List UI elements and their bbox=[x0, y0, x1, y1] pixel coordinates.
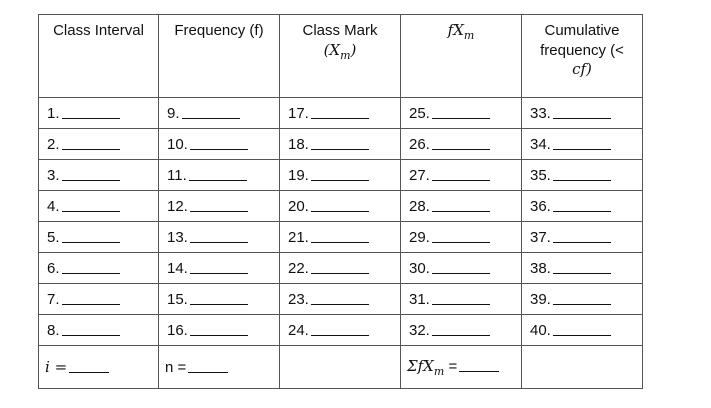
table-row bbox=[39, 284, 643, 315]
item-number: 21. bbox=[288, 228, 309, 246]
item-number: 11. bbox=[167, 166, 187, 184]
answer-blank[interactable] bbox=[432, 118, 490, 119]
answer-blank[interactable] bbox=[182, 118, 240, 119]
class-interval-cell bbox=[39, 253, 159, 284]
answer-blank[interactable] bbox=[432, 149, 490, 150]
answer-blank[interactable] bbox=[62, 211, 120, 212]
item-number: 28. bbox=[409, 197, 430, 215]
answer-blank[interactable] bbox=[553, 273, 611, 274]
frequency-cell bbox=[159, 284, 280, 315]
class-interval-cell bbox=[39, 222, 159, 253]
frequency-cell bbox=[159, 222, 280, 253]
frequency-cell bbox=[159, 129, 280, 160]
item-number: 23. bbox=[288, 290, 309, 308]
answer-blank[interactable] bbox=[311, 335, 369, 336]
fxm-cell bbox=[401, 315, 522, 346]
answer-blank[interactable] bbox=[311, 211, 369, 212]
class-mark-cell bbox=[280, 284, 401, 315]
table-row bbox=[39, 253, 643, 284]
total-n-blank[interactable] bbox=[188, 372, 228, 373]
item-number: 37. bbox=[530, 228, 551, 246]
empty-summary-cell bbox=[522, 346, 643, 389]
answer-blank[interactable] bbox=[311, 118, 369, 119]
answer-blank[interactable] bbox=[432, 180, 490, 181]
frequency-cell bbox=[159, 315, 280, 346]
answer-blank[interactable] bbox=[432, 335, 490, 336]
item-number: 18. bbox=[288, 135, 309, 153]
header-class-interval: Class Interval bbox=[39, 15, 159, 98]
item-number: 26. bbox=[409, 135, 430, 153]
answer-blank[interactable] bbox=[553, 180, 611, 181]
class-mark-cell bbox=[280, 191, 401, 222]
class-interval-cell bbox=[39, 160, 159, 191]
answer-blank[interactable] bbox=[62, 118, 120, 119]
answer-blank[interactable] bbox=[553, 149, 611, 150]
item-number: 12. bbox=[167, 197, 188, 215]
item-number: 39. bbox=[530, 290, 551, 308]
header-class-mark: Class Mark $(X_m)$ bbox=[280, 15, 401, 98]
answer-blank[interactable] bbox=[62, 149, 120, 150]
class-mark-cell bbox=[280, 315, 401, 346]
answer-blank[interactable] bbox=[62, 180, 120, 181]
frequency-cell bbox=[159, 253, 280, 284]
cumulative-frequency-cell bbox=[522, 98, 643, 129]
answer-blank[interactable] bbox=[432, 273, 490, 274]
interval-width-blank[interactable] bbox=[69, 372, 109, 373]
item-number: 24. bbox=[288, 321, 309, 339]
item-number: 15. bbox=[167, 290, 188, 308]
sum-fxm-blank[interactable] bbox=[459, 371, 499, 372]
sum-fxm-cell: ΣfX$_m$ = bbox=[401, 346, 522, 389]
header-frequency: Frequency (f) bbox=[159, 15, 280, 98]
summary-row bbox=[39, 346, 643, 389]
item-number: 16. bbox=[167, 321, 188, 339]
table-row bbox=[39, 160, 643, 191]
item-number: 38. bbox=[530, 259, 551, 277]
answer-blank[interactable] bbox=[190, 211, 248, 212]
answer-blank[interactable] bbox=[553, 335, 611, 336]
item-number: 13. bbox=[167, 228, 188, 246]
answer-blank[interactable] bbox=[432, 211, 490, 212]
item-number: 32. bbox=[409, 321, 430, 339]
item-number: 17. bbox=[288, 104, 309, 122]
item-number: 2. bbox=[47, 135, 60, 153]
item-number: 31. bbox=[409, 290, 430, 308]
class-mark-cell bbox=[280, 222, 401, 253]
cumulative-frequency-cell bbox=[522, 129, 643, 160]
table-row bbox=[39, 315, 643, 346]
class-interval-cell bbox=[39, 129, 159, 160]
fxm-cell bbox=[401, 160, 522, 191]
answer-blank[interactable] bbox=[311, 149, 369, 150]
item-number: 33. bbox=[530, 104, 551, 122]
fxm-cell bbox=[401, 191, 522, 222]
fxm-cell bbox=[401, 222, 522, 253]
answer-blank[interactable] bbox=[311, 273, 369, 274]
answer-blank[interactable] bbox=[62, 335, 120, 336]
item-number: 9. bbox=[167, 104, 180, 122]
cumulative-frequency-cell bbox=[522, 191, 643, 222]
fxm-cell bbox=[401, 98, 522, 129]
answer-blank[interactable] bbox=[190, 304, 248, 305]
table-row bbox=[39, 191, 643, 222]
frequency-cell bbox=[159, 191, 280, 222]
answer-blank[interactable] bbox=[190, 149, 248, 150]
table-header-row bbox=[39, 15, 643, 98]
total-n-cell: n = bbox=[159, 346, 280, 389]
class-interval-cell bbox=[39, 315, 159, 346]
fxm-cell bbox=[401, 253, 522, 284]
class-mark-cell bbox=[280, 253, 401, 284]
table-body bbox=[39, 98, 643, 346]
answer-blank[interactable] bbox=[311, 180, 369, 181]
answer-blank[interactable] bbox=[62, 304, 120, 305]
answer-blank[interactable] bbox=[553, 242, 611, 243]
item-number: 40. bbox=[530, 321, 551, 339]
cumulative-frequency-cell bbox=[522, 284, 643, 315]
item-number: 3. bbox=[47, 166, 60, 184]
item-number: 29. bbox=[409, 228, 430, 246]
class-interval-cell bbox=[39, 284, 159, 315]
item-number: 14. bbox=[167, 259, 188, 277]
answer-blank[interactable] bbox=[62, 242, 120, 243]
item-number: 8. bbox=[47, 321, 60, 339]
table-row bbox=[39, 129, 643, 160]
cumulative-frequency-cell bbox=[522, 160, 643, 191]
item-number: 1. bbox=[47, 104, 60, 122]
item-number: 34. bbox=[530, 135, 551, 153]
table-row bbox=[39, 98, 643, 129]
class-mark-cell bbox=[280, 160, 401, 191]
answer-blank[interactable] bbox=[190, 242, 248, 243]
answer-blank[interactable] bbox=[190, 335, 248, 336]
interval-width-cell: i = bbox=[39, 346, 159, 389]
frequency-distribution-table bbox=[38, 14, 643, 389]
item-number: 35. bbox=[530, 166, 551, 184]
answer-blank[interactable] bbox=[189, 180, 247, 181]
answer-blank[interactable] bbox=[311, 242, 369, 243]
cumulative-frequency-cell bbox=[522, 222, 643, 253]
frequency-cell bbox=[159, 160, 280, 191]
answer-blank[interactable] bbox=[311, 304, 369, 305]
item-number: 19. bbox=[288, 166, 309, 184]
fxm-cell bbox=[401, 284, 522, 315]
cumulative-frequency-cell bbox=[522, 315, 643, 346]
answer-blank[interactable] bbox=[190, 273, 248, 274]
fxm-cell bbox=[401, 129, 522, 160]
item-number: 27. bbox=[409, 166, 430, 184]
item-number: 30. bbox=[409, 259, 430, 277]
class-interval-cell bbox=[39, 98, 159, 129]
header-cumulative-frequency: Cumulative frequency (< cf) bbox=[522, 15, 643, 98]
class-mark-cell bbox=[280, 98, 401, 129]
answer-blank[interactable] bbox=[553, 118, 611, 119]
item-number: 10. bbox=[167, 135, 188, 153]
header-fxm: $fX_m$ bbox=[401, 15, 522, 98]
class-interval-cell bbox=[39, 191, 159, 222]
answer-blank[interactable] bbox=[432, 242, 490, 243]
item-number: 36. bbox=[530, 197, 551, 215]
item-number: 20. bbox=[288, 197, 309, 215]
answer-blank[interactable] bbox=[62, 273, 120, 274]
item-number: 6. bbox=[47, 259, 60, 277]
answer-blank[interactable] bbox=[553, 304, 611, 305]
table-row bbox=[39, 222, 643, 253]
item-number: 4. bbox=[47, 197, 60, 215]
answer-blank[interactable] bbox=[432, 304, 490, 305]
item-number: 25. bbox=[409, 104, 430, 122]
class-mark-cell bbox=[280, 129, 401, 160]
answer-blank[interactable] bbox=[553, 211, 611, 212]
item-number: 22. bbox=[288, 259, 309, 277]
item-number: 5. bbox=[47, 228, 60, 246]
frequency-cell bbox=[159, 98, 280, 129]
empty-summary-cell bbox=[280, 346, 401, 389]
item-number: 7. bbox=[47, 290, 60, 308]
cumulative-frequency-cell bbox=[522, 253, 643, 284]
